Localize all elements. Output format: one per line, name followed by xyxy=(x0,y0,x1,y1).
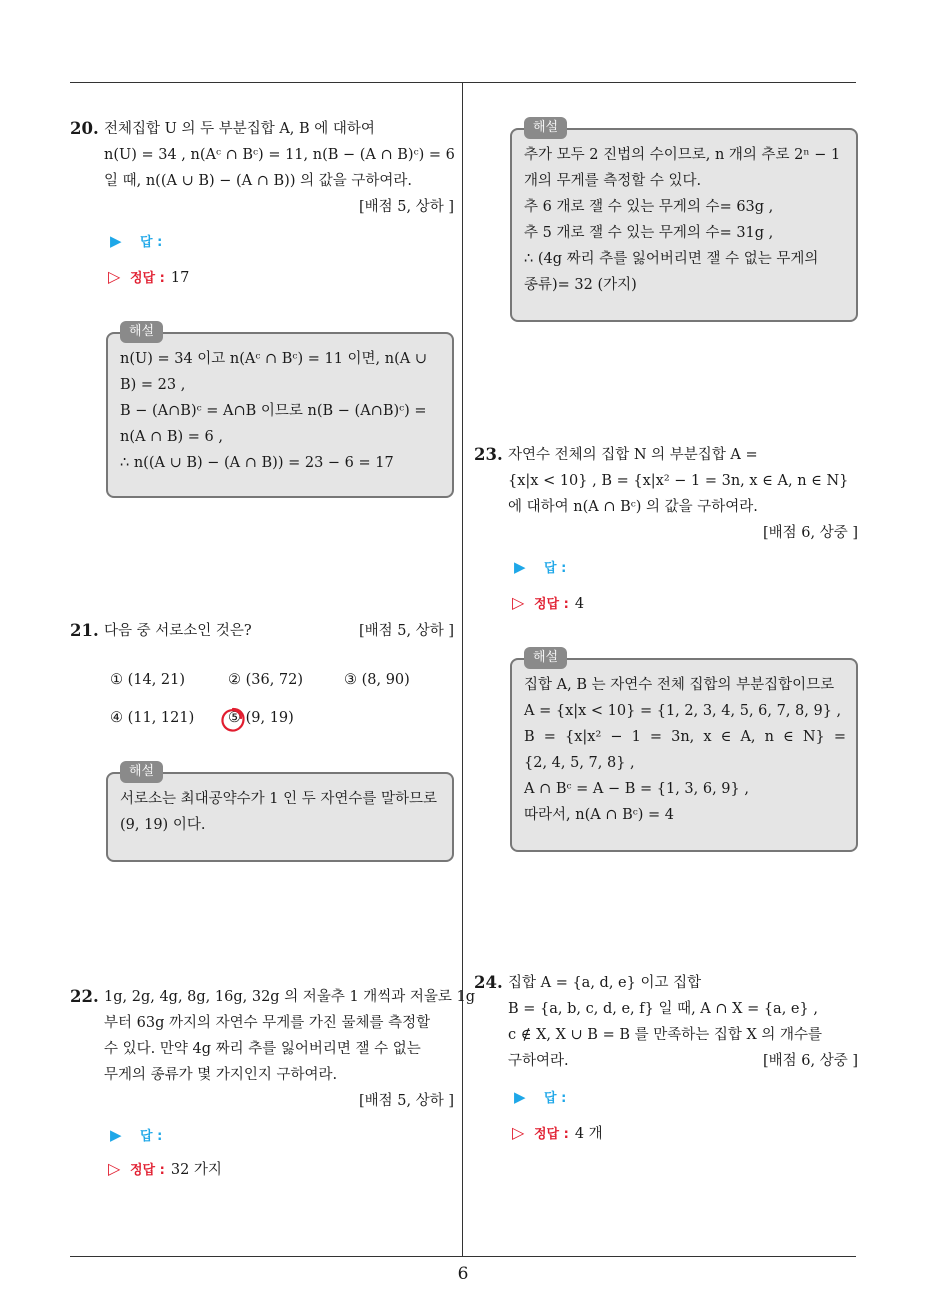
question-line: c ∉ X, X ∪ B = B 를 만족하는 집합 X 의 개수를 xyxy=(508,1027,823,1043)
answer-label: 답 : xyxy=(140,235,163,250)
solution-tag: 해설 xyxy=(120,321,163,343)
problem-number: 24. xyxy=(474,973,503,992)
correct-label: 정답 : xyxy=(130,1163,165,1178)
solution-line: B − (A∩B)ᶜ = A∩B 이므로 n(B − (A∩B)ᶜ) = xyxy=(120,403,427,419)
question-line: 자연수 전체의 집합 N 의 부분집합 A = xyxy=(508,447,758,463)
problem-number: 20. xyxy=(70,119,99,138)
score-label: [배점 5, 상하 ] xyxy=(358,1093,454,1109)
problem-number: 23. xyxy=(474,445,503,464)
solution-line: A = {x|x < 10} = {1, 2, 3, 4, 5, 6, 7, 8, 9} , xyxy=(524,703,842,719)
answer-row xyxy=(110,1124,162,1146)
correct-value: 32 가지 xyxy=(170,1162,222,1178)
correct-answer-row xyxy=(108,266,189,288)
choice-2: ② (36, 72) xyxy=(228,672,304,688)
column-divider xyxy=(462,82,463,1256)
solution-line: A ∩ Bᶜ = A − B = {1, 3, 6, 9} , xyxy=(524,781,749,797)
solution-tag: 해설 xyxy=(524,647,567,669)
problem-20 xyxy=(70,116,454,220)
solution-line: 종류)= 32 (가지) xyxy=(524,277,637,293)
answer-row xyxy=(514,556,566,578)
question-line: B = {a, b, c, d, e, f} 일 때, A ∩ X = {a, e} , xyxy=(508,1001,818,1017)
solution-line: 추가 모두 2 진법의 수이므로, n 개의 추로 2ⁿ − 1 xyxy=(524,147,841,163)
solution-line: n(A ∩ B) = 6 , xyxy=(120,429,223,445)
answer-row xyxy=(110,230,162,252)
solution-line: (9, 19) 이다. xyxy=(120,817,206,833)
solution-line: ∴ (4g 짜리 추를 잃어버리면 잴 수 없는 무게의 xyxy=(524,251,819,267)
solution-tag: 해설 xyxy=(120,761,163,783)
score-label: [배점 5, 상하 ] xyxy=(358,623,454,639)
question-line: 부터 63g 까지의 자연수 무게를 가진 물체를 측정할 xyxy=(104,1015,431,1031)
solution-line: 서로소는 최대공약수가 1 인 두 자연수를 말하므로 xyxy=(120,791,438,807)
question-line: 에 대하여 n(A ∩ Bᶜ) 의 값을 구하여라. xyxy=(508,499,758,515)
question-line: 수 있다. 만약 4g 짜리 추를 잃어버리면 잴 수 없는 xyxy=(104,1041,421,1057)
solution-line: 따라서, n(A ∩ Bᶜ) = 4 xyxy=(524,807,674,823)
question-line: 일 때, n((A ∪ B) − (A ∩ B)) 의 값을 구하여라. xyxy=(104,173,412,189)
problem-21 xyxy=(70,618,454,644)
problem-number: 21. xyxy=(70,621,99,640)
correct-label: 정답 : xyxy=(534,1127,569,1142)
answer-label: 답 : xyxy=(544,561,567,576)
question-line: 구하여라. xyxy=(508,1053,569,1069)
score-label: [배점 6, 상중 ] xyxy=(762,525,858,541)
open-triangle-icon: ▷ xyxy=(512,593,525,612)
correct-label: 정답 : xyxy=(130,271,165,286)
correct-answer-row xyxy=(512,1122,603,1144)
solution-line: B = {x|x² − 1 = 3n, x ∈ A, n ∈ N} = xyxy=(524,729,846,745)
solution-line: 개의 무게를 측정할 수 있다. xyxy=(524,173,702,189)
answer-label: 답 : xyxy=(140,1129,163,1144)
solution-line: ∴ n((A ∪ B) − (A ∩ B)) = 23 − 6 = 17 xyxy=(120,455,394,471)
choice-3: ③ (8, 90) xyxy=(344,672,410,688)
score-label: [배점 6, 상중 ] xyxy=(762,1053,858,1069)
question-line: 무게의 종류가 몇 가지인지 구하여라. xyxy=(104,1067,338,1083)
bottom-rule xyxy=(70,1256,856,1257)
problem-number: 22. xyxy=(70,987,99,1006)
question-line: 전체집합 U 의 두 부분집합 A, B 에 대하여 xyxy=(104,121,375,137)
solution-line: 집합 A, B 는 자연수 전체 집합의 부분집합이므로 xyxy=(524,677,835,693)
solution-line: n(U) = 34 이고 n(Aᶜ ∩ Bᶜ) = 11 이면, n(A ∪ xyxy=(120,351,427,367)
solution-box-23 xyxy=(510,650,858,852)
question-line: n(U) = 34 , n(Aᶜ ∩ Bᶜ) = 11, n(B − (A ∩ B)ᶜ) = 6 xyxy=(104,147,455,163)
problem-23 xyxy=(474,442,858,546)
solution-line: 추 5 개로 잴 수 있는 무게의 수= 31g , xyxy=(524,225,774,241)
correct-value: 4 xyxy=(574,596,585,612)
solution-tag: 해설 xyxy=(524,117,567,139)
correct-answer-row xyxy=(512,592,584,614)
correct-value: 17 xyxy=(170,270,190,286)
choice-1: ① (14, 21) xyxy=(110,672,186,688)
score-label: [배점 5, 상하 ] xyxy=(358,199,454,215)
filled-triangle-icon: ▶ xyxy=(514,558,526,576)
solution-box-21 xyxy=(106,764,454,862)
answer-label: 답 : xyxy=(544,1091,567,1106)
problem-22 xyxy=(70,984,476,1114)
solution-line: B) = 23 , xyxy=(120,377,186,393)
correct-value: 4 개 xyxy=(574,1126,603,1142)
answer-row xyxy=(514,1086,566,1108)
solution-line: 추 6 개로 잴 수 있는 무게의 수= 63g , xyxy=(524,199,774,215)
page-number: 6 xyxy=(457,1264,469,1284)
correct-answer-row xyxy=(108,1158,222,1180)
open-triangle-icon: ▷ xyxy=(108,1159,121,1178)
solution-line: {2, 4, 5, 7, 8} , xyxy=(524,755,635,771)
filled-triangle-icon: ▶ xyxy=(514,1088,526,1106)
choice-5: ⑤ (9, 19) xyxy=(228,710,294,726)
solution-box-20 xyxy=(106,324,454,498)
correct-label: 정답 : xyxy=(534,597,569,612)
choice-4: ④ (11, 121) xyxy=(110,710,195,726)
solution-box-22 xyxy=(510,120,858,322)
problem-24 xyxy=(474,970,858,1074)
question-line: 1g, 2g, 4g, 8g, 16g, 32g 의 저울추 1 개씩과 저울로 1g xyxy=(104,989,476,1005)
red-circle-mark-icon xyxy=(219,706,247,734)
question-line: {x|x < 10} , B = {x|x² − 1 = 3n, x ∈ A, n ∈ N} xyxy=(508,473,849,489)
open-triangle-icon: ▷ xyxy=(108,267,121,286)
open-triangle-icon: ▷ xyxy=(512,1123,525,1142)
question-line: 다음 중 서로소인 것은? xyxy=(104,623,252,639)
question-line: 집합 A = {a, d, e} 이고 집합 xyxy=(508,975,702,991)
filled-triangle-icon: ▶ xyxy=(110,232,122,250)
top-rule xyxy=(70,82,856,83)
filled-triangle-icon: ▶ xyxy=(110,1126,122,1144)
